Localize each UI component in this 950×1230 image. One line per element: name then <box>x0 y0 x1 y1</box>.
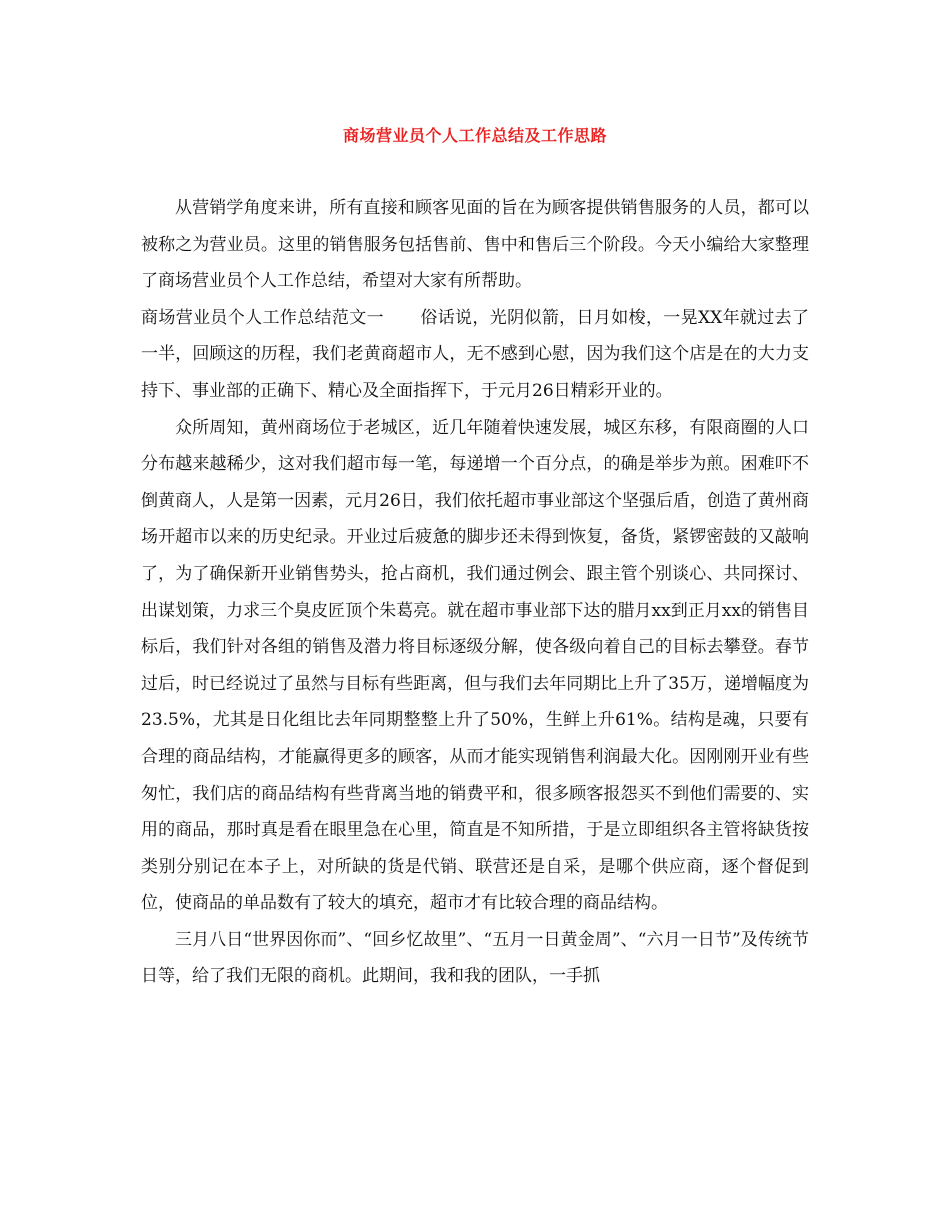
document-body <box>141 190 809 995</box>
document-title: 商场营业员个人工作总结及工作思路 <box>342 126 607 145</box>
body-paragraph-3: 三月八日“世界因你而”、“回乡忆故里”、“五月一日黄金周”、“六月一日节”及传统节日等，给了我们无限的商机。此期间，我和我的团队，一手抓 <box>141 929 809 987</box>
section-paragraph <box>141 300 809 410</box>
body-paragraph-2: 众所周知，黄州商场位于老城区，近几年随着快速发展，城区东移，有限商圈的人口分布越来越稀少，这对我们超市每一笔，每递增一个百分点，的确是举步为煎。困难吓不倒黄商人，人是第一因素，元月26日，我们依托超市事业部这个坚强后盾，创造了黄州商场开超市以来的历史纪录。开业过后疲惫的脚步还未得到恢复，备货，紧锣密鼓的又敲响了，为了确保新开业销售势头，抢占商机，我们通过例会、跟主管个别谈心、共同探讨、出谋划策，力求三个臭皮匠顶个朱葛亮。就在超市事业部下达的腊月xx到正月xx的销售目标后，我们针对各组的销售及潜力将目标逐级分解，使各级向着自己的目标去攀登。春节过后，时已经说过了虽然与目标有些距离，但与我们去年同期比上升了35万，递增幅度为23.5%，尤其是日化组比去年同期整整上升了50%，生鲜上升61%。结构是魂，只要有合理的商品结构，才能赢得更多的顾客，从而才能实现销售利润最大化。因刚刚开业有些匆忙，我们店的商品结构有些背离当地的销费平和，很多顾客报怨买不到他们需要的、实用的商品，那时真是看在眼里急在心里，简直是不知所措，于是立即组织各主管将缺货按类别分别记在本子上，对所缺的货是代销、联营还是自采，是哪个供应商，逐个督促到位，使商品的单品数有了较大的填充，超市才有比较合理的商品结构。 <box>141 417 809 914</box>
section-lead-text: 俗话说，光阴似箭，日月如梭，一晃XX年就过去了一半，回顾这的历程，我们老黄商超市人，无不感到心慰，因为我们这个店是在的大力支持下、事业部的正确下、精心及全面指挥下，于元月26日精彩开业的。 <box>141 307 809 401</box>
intro-paragraph: 从营销学角度来讲，所有直接和顾客见面的旨在为顾客提供销售服务的人员，都可以被称之为营业员。这里的销售服务包括售前、售中和售后三个阶段。今天小编给大家整理了商场营业员个人工作总结，希望对大家有所帮助。 <box>141 198 809 292</box>
section-heading: 商场营业员个人工作总结范文一 <box>141 307 384 328</box>
